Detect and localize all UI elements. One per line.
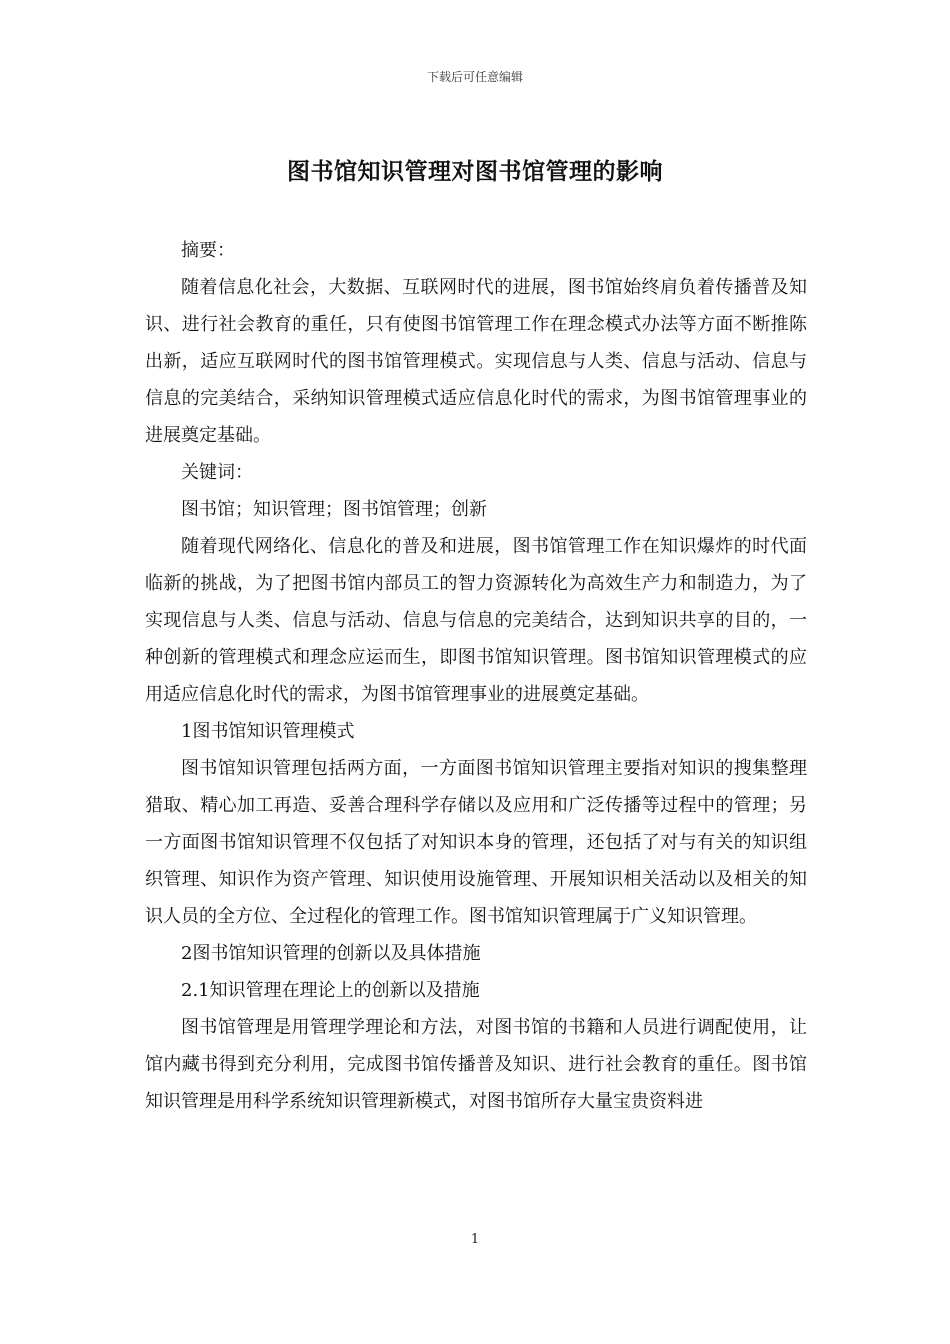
subsection-2-1-paragraph: 图书馆管理是用管理学理论和方法，对图书馆的书籍和人员进行调配使用，让馆内藏书得到充分利用，完成图书馆传播普及知识、进行社会教育的重任。图书馆知识管理是用科学系统知识管理新模式，对图书馆所存大量宝贵资料进 [145, 1017, 807, 1112]
subsection-heading-2-1: 2.1知识管理在理论上的创新以及措施 [181, 980, 480, 1001]
document-title: 图书馆知识管理对图书馆管理的影响 [287, 158, 663, 185]
header-note: 下载后可任意编辑 [426, 70, 523, 84]
section-heading-2: 2图书馆知识管理的创新以及具体措施 [181, 943, 481, 964]
section-heading-1: 1图书馆知识管理模式 [181, 721, 355, 742]
page-number: 1 [470, 1232, 480, 1247]
keywords-label: 关键词： [181, 462, 253, 483]
document-body [145, 232, 807, 1120]
keywords-list: 图书馆；知识管理；图书馆管理；创新 [181, 499, 487, 520]
intro-paragraph: 随着现代网络化、信息化的普及和进展，图书馆管理工作在知识爆炸的时代面临新的挑战，为了把图书馆内部员工的智力资源转化为高效生产力和制造力，为了实现信息与人类、信息与活动、信息与信息的完美结合，达到知识共享的目的，一种创新的管理模式和理念应运而生，即图书馆知识管理。图书馆知识管理模式的应用适应信息化时代的需求，为图书馆管理事业的进展奠定基础。 [145, 536, 807, 705]
section-1-paragraph: 图书馆知识管理包括两方面，一方面图书馆知识管理主要指对知识的搜集整理猎取、精心加工再造、妥善合理科学存储以及应用和广泛传播等过程中的管理；另一方面图书馆知识管理不仅包括了对知识本身的管理，还包括了对与有关的知识组织管理、知识作为资产管理、知识使用设施管理、开展知识相关活动以及相关的知识人员的全方位、全过程化的管理工作。图书馆知识管理属于广义知识管理。 [145, 758, 807, 927]
abstract-paragraph: 随着信息化社会，大数据、互联网时代的进展，图书馆始终肩负着传播普及知识、进行社会教育的重任，只有使图书馆管理工作在理念模式办法等方面不断推陈出新，适应互联网时代的图书馆管理模式。实现信息与人类、信息与活动、信息与信息的完美结合，采纳知识管理模式适应信息化时代的需求，为图书馆管理事业的进展奠定基础。 [145, 277, 807, 446]
abstract-label: 摘要： [181, 240, 235, 261]
